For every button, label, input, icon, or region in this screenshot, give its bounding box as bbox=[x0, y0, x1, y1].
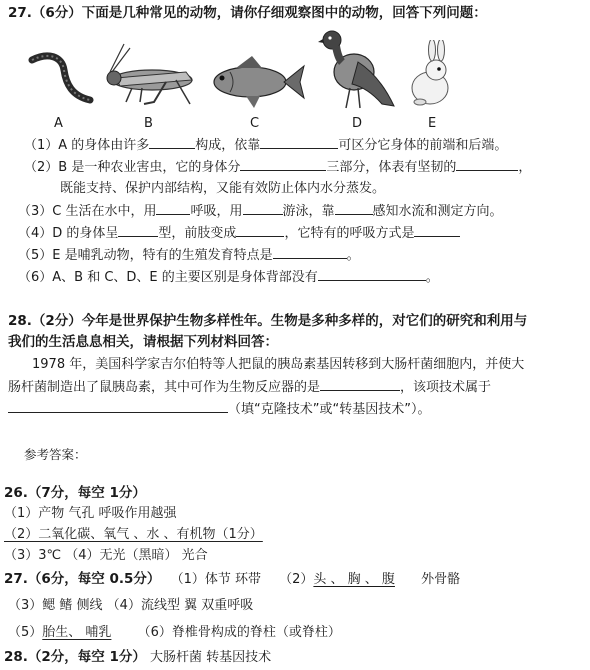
q27-header: 27.（6分）下面是几种常见的动物，请你仔细观察图中的动物，回答下列问题： bbox=[8, 5, 487, 21]
answer-27-line-3: （5）胎生、 哺乳 （6）脊椎骨构成的脊柱（或脊柱） bbox=[8, 625, 341, 640]
animal-figures bbox=[0, 30, 590, 126]
rabbit-icon bbox=[406, 40, 456, 110]
q28-header: 28.（2分）今年是世界保护生物多样性年。生物是多种多样的，对它们的研究和利用与 bbox=[8, 313, 528, 329]
animal-label-a: A bbox=[54, 116, 63, 131]
answer-27-line-1: 27.（6分，每空 0.5分） （1）体节 环带 （2）头 、 胸 、 腹 外骨骼 bbox=[4, 571, 461, 587]
grasshopper-icon bbox=[96, 42, 200, 110]
animal-label-d: D bbox=[352, 116, 363, 131]
answers-title: 参考答案： bbox=[24, 447, 87, 462]
answer-27-line-2: （3）鳃 鳍 侧线 （4）流线型 翼 双重呼吸 bbox=[8, 598, 254, 613]
q28-body-3: （填“克隆技术”或“转基因技术”）。 bbox=[8, 400, 430, 419]
earthworm-icon bbox=[28, 50, 96, 110]
q27-item-2: （2）B 是一种农业害虫，它的身体分 三部分，体表有坚韧的 ， bbox=[24, 160, 532, 175]
q27-item-5: （5）E 是哺乳动物，特有的生殖发育特点是 。 bbox=[18, 248, 360, 263]
q27-item-4: （4）D 的身体呈 型，前肢变成 ，它特有的呼吸方式是 bbox=[18, 224, 460, 243]
answer-26-header: 26.（7分，每空 1分） bbox=[4, 485, 146, 501]
answer-26-line-1: （1）产物 气孔 呼吸作用越强 bbox=[4, 506, 177, 521]
q27-item-2-cont: 既能支持、保护内部结构，又能有效防止体内水分蒸发。 bbox=[60, 181, 386, 196]
q27-item-6: （6）A、B 和 C、D、E 的主要区别是身体背部没有 。 bbox=[18, 270, 439, 285]
pigeon-icon bbox=[318, 24, 398, 114]
q28-body-1: 1978 年，美国科学家吉尔伯特等人把鼠的胰岛素基因转移到大肠杆菌细胞内，并使大 bbox=[32, 357, 525, 372]
q28-header-cont: 我们的生活息息相关，请根据下列材料回答： bbox=[8, 334, 278, 350]
q27-item-1: （1）A 的身体由许多 构成，依靠 可区分它身体的前端和后端。 bbox=[24, 138, 508, 153]
q28-body-2: 肠杆菌制造出了鼠胰岛素，其中可作为生物反应器的是 ，该项技术属于 bbox=[8, 380, 492, 395]
answer-26-line-3: （3）3℃ （4）无光（黑暗） 光合 bbox=[4, 548, 208, 563]
answer-28-line: 28.（2分，每空 1分） 大肠杆菌 转基因技术 bbox=[4, 649, 272, 665]
answer-26-line-2: （2）二氧化碳、氧气 、水 、有机物（1分） bbox=[4, 527, 263, 542]
animal-label-b: B bbox=[144, 116, 153, 131]
q27-item-3: （3）C 生活在水中，用 呼吸，用 游泳，靠 感知水流和测定方向。 bbox=[18, 204, 503, 219]
fish-icon bbox=[206, 52, 306, 112]
animal-label-c: C bbox=[250, 116, 260, 131]
animal-label-e: E bbox=[428, 116, 437, 131]
